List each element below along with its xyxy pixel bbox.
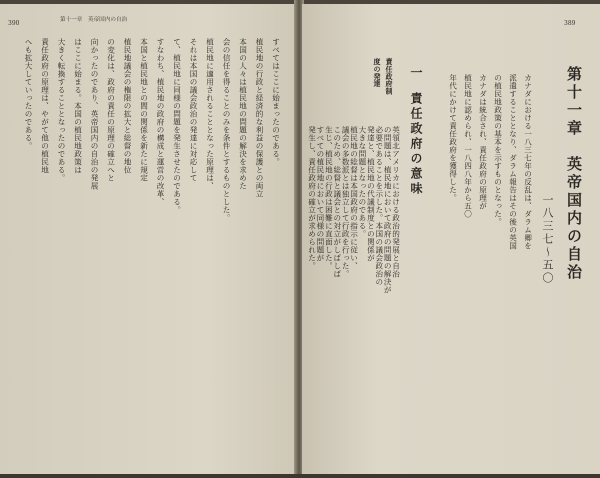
section-number: 一 xyxy=(409,66,423,81)
right-page-number: 389 xyxy=(564,20,576,27)
text-column: 会の信任を得ることのみを条件とするものとした。 xyxy=(222,38,232,222)
text-column: すべての植民地において同様の問題が xyxy=(315,126,325,262)
text-column: カナダは統合され、責任政府の原理が xyxy=(478,74,488,210)
text-column: カナダにおける一八三七年の反乱は、ダラム卿を xyxy=(523,74,533,250)
text-column: 植民地議会の権限の拡大と総督の地位 xyxy=(123,38,133,174)
text-column: 派遣することとなり、ダラム報告はその後の英国 xyxy=(508,74,518,250)
text-column: の変化は、政府の責任の原理の確立へと xyxy=(106,38,116,182)
text-column: 植民地の行政と経済的な利益の保護との両立 xyxy=(255,38,265,198)
bottom-shadow xyxy=(0,474,600,478)
section-title: 責任政府の意味 xyxy=(409,92,423,197)
left-page-number: 390 xyxy=(8,20,20,27)
text-column: 本国と植民地との間の関係を新たに規定 xyxy=(139,38,149,182)
text-column: 生じ、植民地の行政は困難に直面した。 xyxy=(324,126,334,270)
left-running-head: 第十一章 英帝国内の自治 xyxy=(60,17,128,23)
text-column: の植民地政策の基本を示すものとなった。 xyxy=(493,74,503,226)
text-column: それは本国の議会政治の発達に対応して xyxy=(189,38,199,182)
text-column: 年代にかけて責任政府を獲得した。 xyxy=(448,74,458,202)
chapter-years: 一八三七〜五〇 xyxy=(541,194,554,285)
left-page xyxy=(0,4,296,474)
text-column: 大きく転換することとなったのである。 xyxy=(57,38,67,182)
text-column: 必要であることを示した。本国の議会政治の xyxy=(374,126,384,286)
text-column: 発達と、植民地の代議制度との関係が xyxy=(366,126,376,262)
text-column: 議会の多数派とは独立して行政を行った。 xyxy=(341,126,351,278)
text-column: 植民地の総督は本国政府の指示に従い、 xyxy=(349,126,359,270)
side-heading-1: 責任政府制 xyxy=(385,58,394,95)
text-column: このため、総督と議会との対立がしばしば xyxy=(332,126,342,278)
text-column: 発生し、責任政府の確立が求められた。 xyxy=(307,126,317,270)
text-column: すなわち、植民地の政府の構成と運営の改革、 xyxy=(156,38,166,206)
text-column: はここに始まる。本国の植民地政策は xyxy=(73,38,83,174)
text-column: て、植民地に同様の問題を発生させたのである。 xyxy=(172,38,182,214)
text-column: 大きな問題となったのである。 xyxy=(357,126,367,238)
text-column: 英領北アメリカにおける政治的発展と自治 xyxy=(391,126,401,278)
text-column: 責任政府の原理は、やがて他の植民地 xyxy=(40,38,50,174)
text-column: へも拡大していったのである。 xyxy=(24,38,34,150)
text-column: 植民地に認められ、一八四八年から五〇 xyxy=(463,74,473,218)
text-column: 本国の人々は植民地の問題の解決を求めた xyxy=(238,38,248,190)
chapter-title: 第十一章 英帝国内の自治 xyxy=(565,66,583,282)
text-column: 植民地に適用されることとなった原理は、 xyxy=(205,38,215,190)
text-column: すべてはここに始まったのである。 xyxy=(271,38,281,166)
side-heading-2: 度の発達 xyxy=(373,58,382,88)
text-column: の問題は、植民地において政府の問題の解決が xyxy=(383,126,393,294)
right-page xyxy=(302,4,600,474)
text-column: 向かったのであり、英帝国内の自治の発展 xyxy=(90,38,100,190)
